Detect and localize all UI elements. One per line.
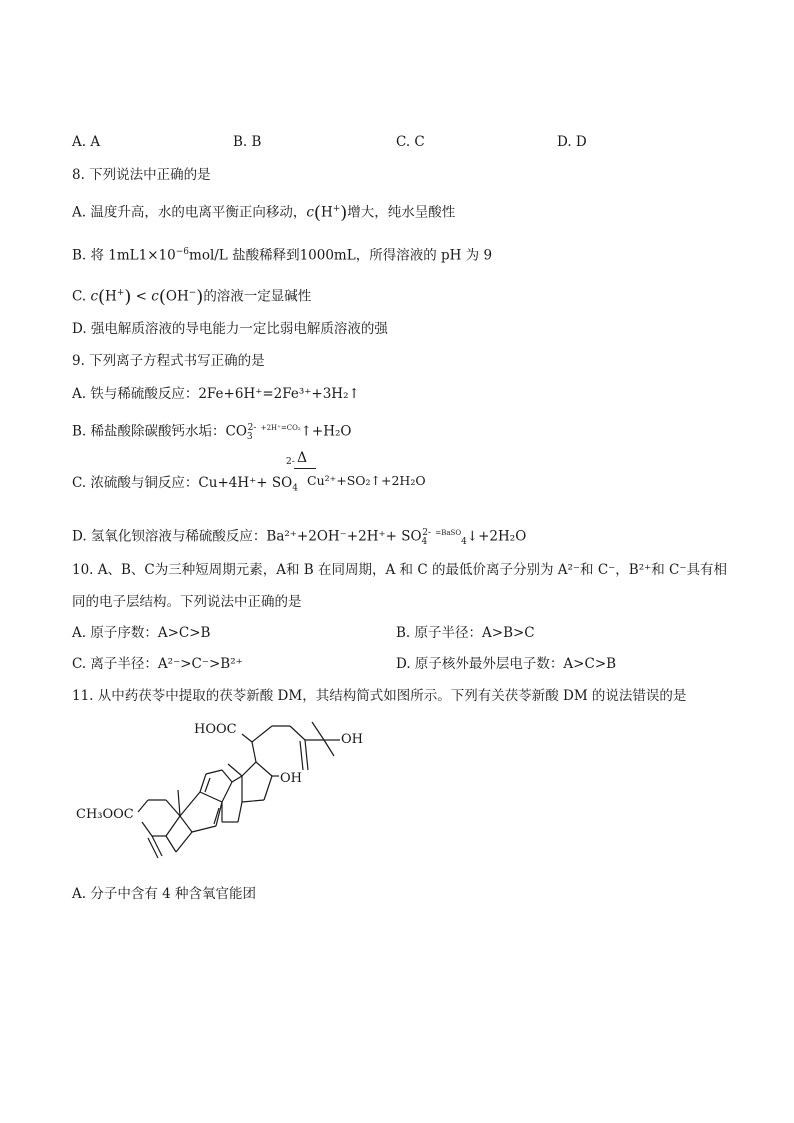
q9-option-c: C. 浓硫酸与铜反应：$Cu+4H^++ SO_4$ (72, 475, 298, 494)
q8-option-c: C. c(H+) < c(OH−)的溶液一定显碱性 (72, 286, 312, 308)
q9-option-b: B. 稀盐酸除碳酸钙水垢：$CO_3^{2-}$ $^{+2H^+=CO_2}$↑+H₂O (72, 423, 352, 443)
q11-option-a: A. 分子中含有 4 种含氧官能团 (72, 886, 257, 902)
q10-option-b: B. 原子半径：A>B>C (396, 625, 535, 641)
q11-label-oh-ring: OH (280, 771, 302, 786)
q10-option-a: A. 原子序数：A>C>B (72, 625, 211, 641)
q8-option-a: A. 温度升高，水的电离平衡正向移动，c(H+)增大，纯水呈酸性 (72, 202, 456, 224)
q11-label-cooh: HOOC (194, 722, 237, 737)
q10-stem-line1: 10. A、B、C为三种短周期元素，A和 B 在同周期，A 和 C 的最低价离子分别为 A²⁻和 C⁻，B²⁺和 C⁻具有相 (72, 562, 727, 578)
q11-stem: 11. 从中药茯苓中提取的茯苓新酸 DM，其结构简式如图所示。下列有关茯苓新酸 DM 的说法错误的是 (72, 688, 687, 704)
q8-stem: 8. 下列说法中正确的是 (72, 167, 211, 183)
q9-c-arrow-line (294, 468, 316, 469)
q8-option-b: B. 将 $1mL1\times 10^{-6}mol/L$ 盐酸稀释到1000mL，所得溶液的 pH 为 9 (72, 247, 493, 264)
q9-stem: 9. 下列离子方程式书写正确的是 (72, 353, 265, 369)
q9-c-charge: 2- (286, 457, 295, 467)
q9-c-products: Cu²⁺+SO₂↑+2H₂O (307, 473, 426, 488)
q8-option-d: D. 强电解质溶液的导电能力一定比弱电解质溶液的强 (72, 321, 388, 337)
q7-option-c: C. C (396, 134, 425, 150)
q11-label-ester: CH₃OOC (76, 807, 134, 822)
q10-stem-line2: 同的电子层结构。下列说法中正确的是 (72, 594, 302, 610)
q7-option-d: D. D (557, 134, 587, 150)
q10-option-d: D. 原子核外最外层电子数：A>C>B (396, 656, 617, 672)
q10-option-c: C. 离子半径：A²⁻>C⁻>B²⁺ (72, 656, 243, 672)
q9-option-a: A. 铁与稀硫酸反应：2Fe+6H⁺=2Fe³⁺+3H₂↑ (72, 386, 360, 402)
q9-c-condition: Δ (297, 450, 308, 466)
q7-option-a: A. A (72, 134, 101, 150)
q7-option-b: B. B (233, 134, 262, 150)
q9-option-d: D. 氢氧化钡溶液与稀硫酸反应：$Ba^{2+}+2OH^-+2H^++ SO_4^{2-}$ $^{=BaSO}_4$↓+2H₂O (72, 528, 527, 548)
q11-label-oh-top: OH (341, 732, 363, 747)
